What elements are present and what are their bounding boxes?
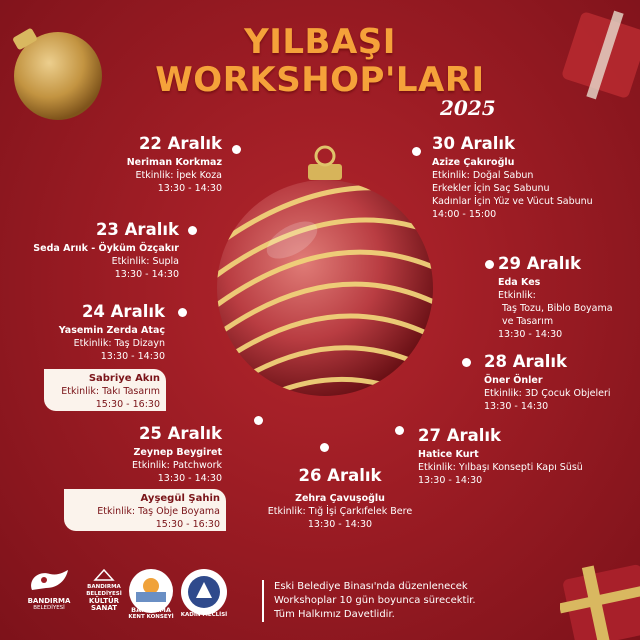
entry-activity: ve Tasarım bbox=[502, 316, 554, 327]
entry-activity: Etkinlik: Tığ İşi Çarkıfelek Bere bbox=[267, 506, 413, 517]
bandirma-belediyesi-logo bbox=[24, 566, 74, 596]
timeline-dot bbox=[462, 358, 471, 367]
entry-name: Öner Önler bbox=[484, 375, 543, 386]
extra-session-card bbox=[64, 489, 226, 531]
entry-24-aralik bbox=[59, 302, 165, 363]
kent-konseyi-label: BANDIRMA KENT KONSEYİ bbox=[128, 606, 174, 620]
entry-name: Azize Çakıroğlu bbox=[432, 157, 515, 168]
extra-session-card bbox=[44, 369, 166, 411]
timeline-dot bbox=[232, 145, 241, 154]
title-line2: WORKSHOP'LARI bbox=[155, 60, 485, 100]
card-time: 15:30 - 16:30 bbox=[155, 519, 220, 530]
entry-28-aralik bbox=[484, 352, 611, 413]
entry-25-aralik bbox=[132, 424, 222, 485]
entry-27-aralik bbox=[418, 426, 583, 487]
gift-box-bottomright bbox=[560, 555, 640, 640]
entry-30-aralik bbox=[432, 134, 593, 221]
entry-activity: Etkinlik: Doğal Sabun bbox=[432, 170, 534, 181]
entry-time: 13:30 - 14:30 bbox=[484, 401, 549, 412]
entry-date: 28 Aralık bbox=[484, 352, 568, 371]
entry-time: 13:30 - 14:30 bbox=[114, 269, 179, 280]
entry-date: 22 Aralık bbox=[138, 134, 222, 153]
timeline-dot bbox=[412, 147, 421, 156]
entry-name: Eda Kes bbox=[498, 277, 541, 288]
footer-line: Tüm Halkımız Davetlidir. bbox=[274, 609, 395, 620]
card-name: Sabriye Akın bbox=[88, 373, 160, 384]
entry-activity: Taş Tozu, Biblo Boyama bbox=[502, 303, 613, 314]
entry-26-aralik bbox=[250, 466, 430, 531]
entry-time: 13:30 - 14:30 bbox=[157, 473, 222, 484]
entry-time: 13:30 - 14:30 bbox=[418, 475, 483, 486]
entry-time: 13:30 - 14:30 bbox=[307, 519, 373, 530]
timeline-dot bbox=[485, 260, 494, 269]
footer-line: Eski Belediye Binası'nda düzenlenecek bbox=[274, 581, 468, 592]
entry-29-aralik bbox=[498, 254, 613, 341]
bandirma-belediyesi-label: BANDIRMA BELEDİYESİ bbox=[27, 597, 71, 611]
entry-date: 24 Aralık bbox=[81, 302, 165, 321]
entry-date: 23 Aralık bbox=[95, 220, 179, 239]
timeline-dot bbox=[320, 443, 329, 452]
footer-line: Workshoplar 10 gün boyunca sürecektir. bbox=[274, 595, 476, 606]
entry-time: 13:30 - 14:30 bbox=[498, 329, 563, 340]
footer-info bbox=[262, 580, 476, 622]
entry-time: 13:30 - 14:30 bbox=[100, 351, 165, 362]
timeline-dot bbox=[178, 308, 187, 317]
timeline-dot bbox=[395, 426, 404, 435]
entry-name: Zeynep Beygiret bbox=[133, 447, 222, 458]
christmas-ornament bbox=[210, 140, 440, 410]
kadin-meclisi-label: KADIN MECLİSİ bbox=[180, 612, 228, 618]
entry-activity: Etkinlik: Taş Dizayn bbox=[73, 338, 165, 349]
entry-activity: Etkinlik: Supla bbox=[111, 256, 179, 267]
entry-time: 13:30 - 14:30 bbox=[157, 183, 222, 194]
card-time: 15:30 - 16:30 bbox=[95, 399, 160, 410]
entry-time: 14:00 - 15:00 bbox=[432, 209, 497, 220]
entry-activity: Etkinlik: Yılbaşı Konsepti Kapı Süsü bbox=[418, 462, 583, 473]
entry-activity: Kadınlar İçin Yüz ve Vücut Sabunu bbox=[432, 196, 593, 207]
card-activity: Etkinlik: Takı Tasarım bbox=[61, 386, 160, 397]
entry-23-aralik bbox=[33, 220, 179, 281]
card-name: Ayşegül Şahin bbox=[140, 493, 220, 504]
card-activity: Etkinlik: Taş Obje Boyama bbox=[97, 506, 220, 517]
entry-name: Yasemin Zerda Ataç bbox=[58, 325, 165, 336]
entry-name: Neriman Korkmaz bbox=[126, 157, 222, 168]
entry-name: Seda Arıık - Öyküm Özçakır bbox=[33, 243, 179, 254]
kultur-sanat-label: BANDIRMA BELEDİYESİ KÜLTÜR SANAT bbox=[86, 584, 122, 612]
entry-activity: Erkekler İçin Saç Sabunu bbox=[432, 183, 550, 194]
entry-date: 26 Aralık bbox=[298, 466, 382, 485]
title-year: 2025 bbox=[440, 96, 496, 120]
entry-activity: Etkinlik: 3D Çocuk Objeleri bbox=[484, 388, 611, 399]
entry-activity: Etkinlik: Patchwork bbox=[132, 460, 222, 471]
entry-22-aralik bbox=[127, 134, 222, 195]
entry-activity: Etkinlik: İpek Koza bbox=[135, 170, 222, 181]
entry-date: 27 Aralık bbox=[418, 426, 502, 445]
timeline-dot bbox=[254, 416, 263, 425]
title-line1: YILBAŞI bbox=[244, 22, 396, 62]
entry-name: Hatice Kurt bbox=[418, 449, 479, 460]
entry-activity: Etkinlik: bbox=[498, 290, 536, 301]
entry-date: 29 Aralık bbox=[498, 254, 582, 273]
kultur-sanat-logo bbox=[93, 568, 115, 582]
kadin-meclisi-logo bbox=[180, 568, 228, 616]
entry-date: 25 Aralık bbox=[138, 424, 222, 443]
entry-name: Zehra Çavuşoğlu bbox=[295, 493, 385, 504]
timeline-dot bbox=[188, 226, 197, 235]
entry-date: 30 Aralık bbox=[432, 134, 516, 153]
